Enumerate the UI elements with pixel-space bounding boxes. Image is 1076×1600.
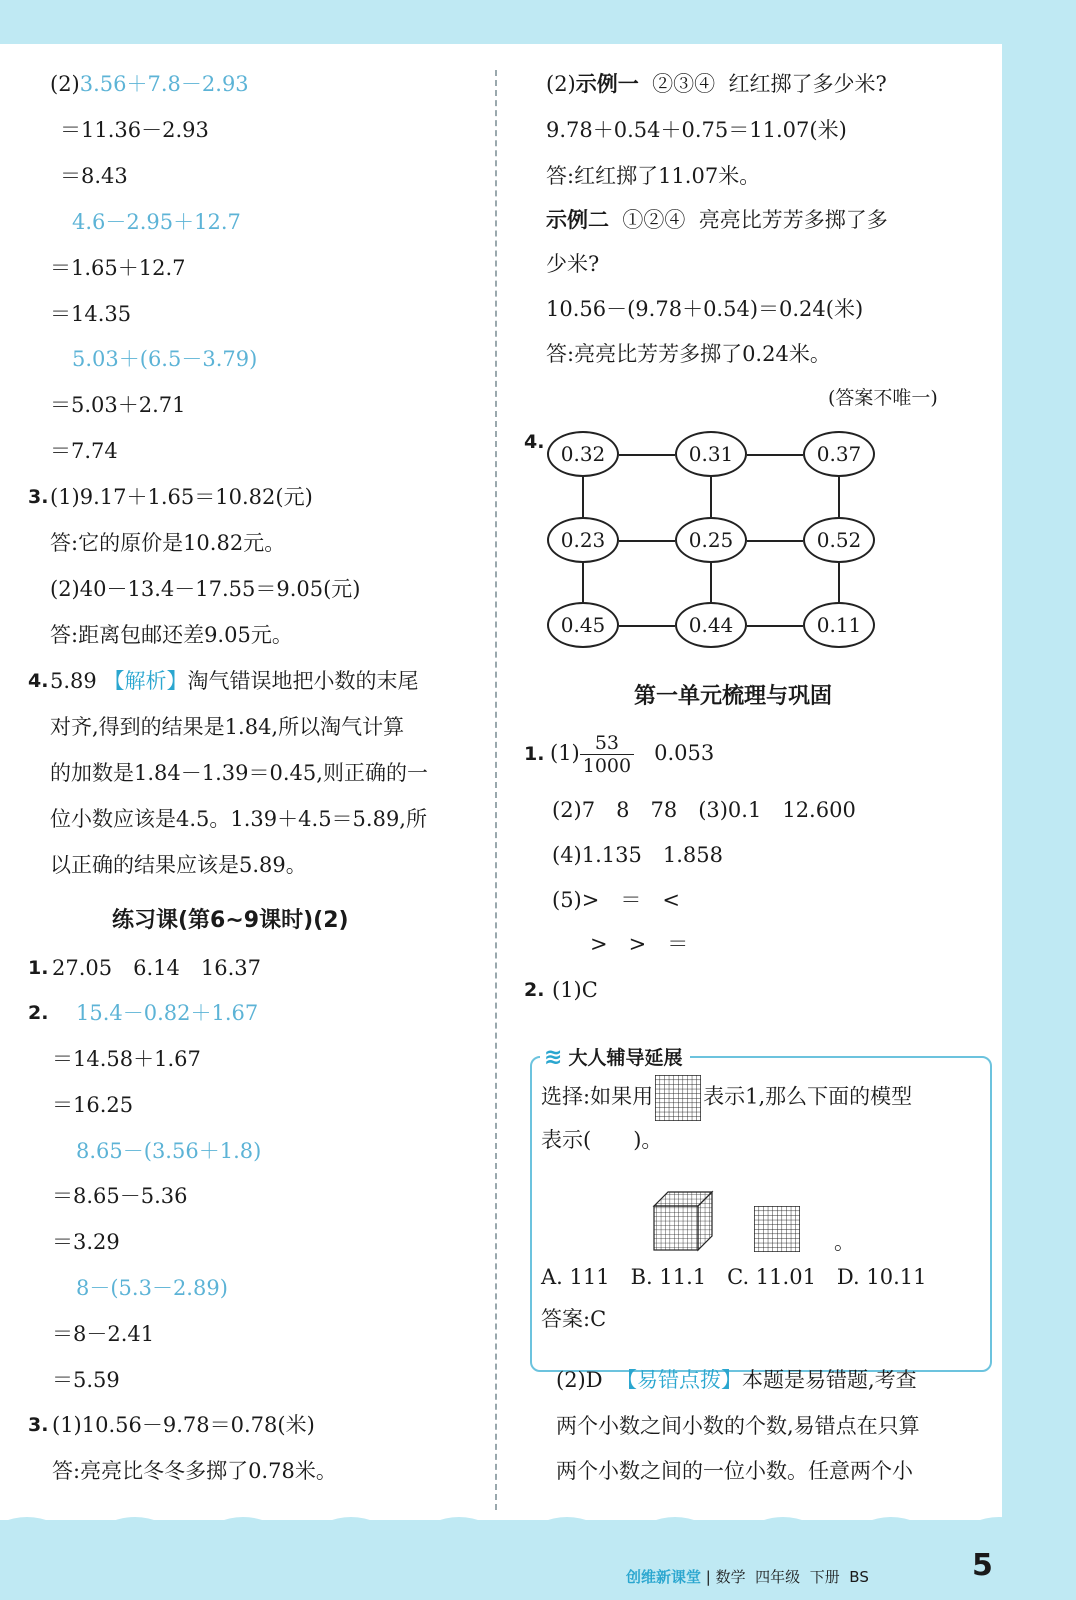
tutor-period: 。 [834,1230,855,1254]
q4-line-5: 以正确的结果应该是5.89。 [50,853,307,877]
question-3-number: 3. [28,486,49,508]
calc-2-line-1: (2)3.56＋7.8－2.93 [50,72,249,96]
grid-node-r1c3: 0.37 [803,431,875,477]
r-question-4-number: 4. [524,431,545,453]
calc-2-line-6: ＝14.35 [50,302,132,326]
d-line-3: 两个小数之间的一位小数。任意两个小 [556,1459,913,1483]
cube-model-icon [652,1190,714,1252]
u2-line-1: (1)C [552,978,598,1002]
u2-number: 2. [524,979,545,1001]
calc-2-line-3: ＝8.43 [60,164,128,188]
s2-line-6: ＝3.29 [52,1230,120,1254]
s2-number: 2. [28,1002,49,1024]
s2-line-9: ＝5.59 [52,1368,120,1392]
grid-connector [710,477,712,517]
s2-line-5: ＝8.65－5.36 [52,1184,188,1208]
q3-line-4: 答:距离包邮还差9.05元。 [50,623,293,647]
analysis-tag: 【解析】 [103,669,188,693]
s3-number: 3. [28,1414,49,1436]
example-1-line: (2)示例一 ②③④ 红红掷了多少米? [546,72,887,96]
grid-connector [747,540,803,542]
s2-line-7: 8－(5.3－2.89) [76,1276,228,1300]
grid-node-r3c1: 0.45 [547,602,619,648]
q4-line-4: 位小数应该是4.5。1.39＋4.5＝5.89,所 [50,807,427,831]
example-1-label: 示例一 [575,72,639,96]
s2-line-2: ＝14.58＋1.67 [52,1047,201,1071]
s3-line-1: (1)10.56－9.78＝0.78(米) [52,1413,315,1437]
grid-connector [619,454,675,456]
section-title-practice: 练习课(第6~9课时)(2) [112,908,349,933]
hundred-grid-icon [655,1075,701,1121]
grid-connector [747,625,803,627]
example-2-label: 示例二 [546,208,609,232]
grid-connector [710,563,712,603]
grid-node-r2c2: 0.25 [675,517,747,563]
tutor-extension-title: ≋ 大人辅导延展 [540,1042,690,1074]
question-4-number: 4. [28,670,49,692]
wave-icon: ≋ [544,1045,563,1070]
grid-connector [838,477,840,517]
grid-node-r3c3: 0.11 [803,602,875,648]
calc-2-line-8: ＝5.03＋2.71 [50,393,186,417]
u1-line-1: (1) $\frac{53}{1000}$ 0.053 [550,732,715,777]
grid-connector [619,625,675,627]
s2-line-8: ＝8－2.41 [52,1322,155,1346]
example-1-answer: 答:红红掷了11.07米。 [546,164,761,188]
example-2-answer: 答:亮亮比芳芳多掷了0.24米。 [546,342,831,366]
bottom-wave-decoration [0,1505,1076,1529]
unit-review-title: 第一单元梳理与巩固 [634,684,833,709]
right-wave-decoration [992,0,1016,1600]
calc-2-line-2: ＝11.36－2.93 [60,118,209,142]
example-2-question-cont: 少米? [546,252,600,276]
page-footer: 创维新课堂 | 数学 四年级 下册 BS [626,1568,869,1586]
calc-2-line-4: 4.6－2.95＋12.7 [72,210,241,234]
grid-node-r2c1: 0.23 [547,517,619,563]
u1-number: 1. [524,743,545,765]
grid-node-r1c1: 0.32 [547,431,619,477]
calc-2-line-9: ＝7.74 [50,439,118,463]
u1-line-4: (5)> ＝ < [552,888,680,912]
tutor-question-line-2: 表示( )。 [541,1128,663,1152]
grid-node-r1c2: 0.31 [675,431,747,477]
tutor-answer: 答案:C [541,1307,607,1331]
q4-line-3: 的加数是1.84－1.39＝0.45,则正确的一 [50,761,428,785]
grid-node-r2c3: 0.52 [803,517,875,563]
u1-line-5: > > ＝ [590,932,689,956]
footer-brand: 创维新课堂 [626,1568,702,1586]
bottom-frame [0,1520,1076,1600]
grid-connector [582,477,584,517]
s1-answers: 27.05 6.14 16.37 [52,956,261,980]
q3-line-3: (2)40－13.4－17.55＝9.05(元) [50,577,361,601]
answer-not-unique-note: (答案不唯一) [828,387,938,409]
error-tip-tag: 【易错点拨】 [615,1368,742,1392]
grid-connector [747,454,803,456]
q4-line-1: 5.89 【解析】淘气错误地把小数的末尾 [50,669,419,693]
q4-line-2: 对齐,得到的结果是1.84,所以淘气计算 [50,715,405,739]
fraction: $\frac{53}{1000}$ [580,732,634,777]
q3-line-1: (1)9.17＋1.65＝10.82(元) [50,485,313,509]
s2-line-1: 15.4－0.82＋1.67 [76,1001,259,1025]
q3-line-2: 答:它的原价是10.82元。 [50,531,286,555]
s1-number: 1. [28,957,49,979]
s2-line-3: ＝16.25 [52,1093,134,1117]
tutor-options: A. 111 B. 11.1 C. 11.01 D. 10.11 [541,1265,927,1289]
u1-line-2: (2)7 8 78 (3)0.1 12.600 [552,798,856,822]
example-2-line: 示例二 ①②④ 亮亮比芳芳多掷了多 [546,208,888,232]
grid-connector [582,563,584,603]
grid-connector [838,563,840,603]
calc-2-line-5: ＝1.65＋12.7 [50,256,186,280]
s2-line-4: 8.65－(3.56＋1.8) [76,1139,262,1163]
d-line-2: 两个小数之间小数的个数,易错点在只算 [556,1414,920,1438]
page-number: 5 [972,1548,993,1583]
s3-line-2: 答:亮亮比冬冬多掷了0.78米。 [52,1459,337,1483]
flat-grid-model-icon [754,1206,800,1252]
example-2-calc: 10.56－(9.78＋0.54)＝0.24(米) [546,297,864,321]
example-1-calc: 9.78＋0.54＋0.75＝11.07(米) [546,118,847,142]
grid-connector [619,540,675,542]
d-line-1: (2)D 【易错点拨】本题是易错题,考查 [556,1368,917,1392]
grid-node-r3c2: 0.44 [675,602,747,648]
top-wave-decoration [0,30,1076,50]
column-divider [495,70,497,1510]
calc-2-line-7: 5.03＋(6.5－3.79) [72,347,258,371]
u1-line-3: (4)1.135 1.858 [552,843,723,867]
tutor-question-line-1: 选择:如果用 表示1,那么下面的模型 [541,1075,912,1121]
